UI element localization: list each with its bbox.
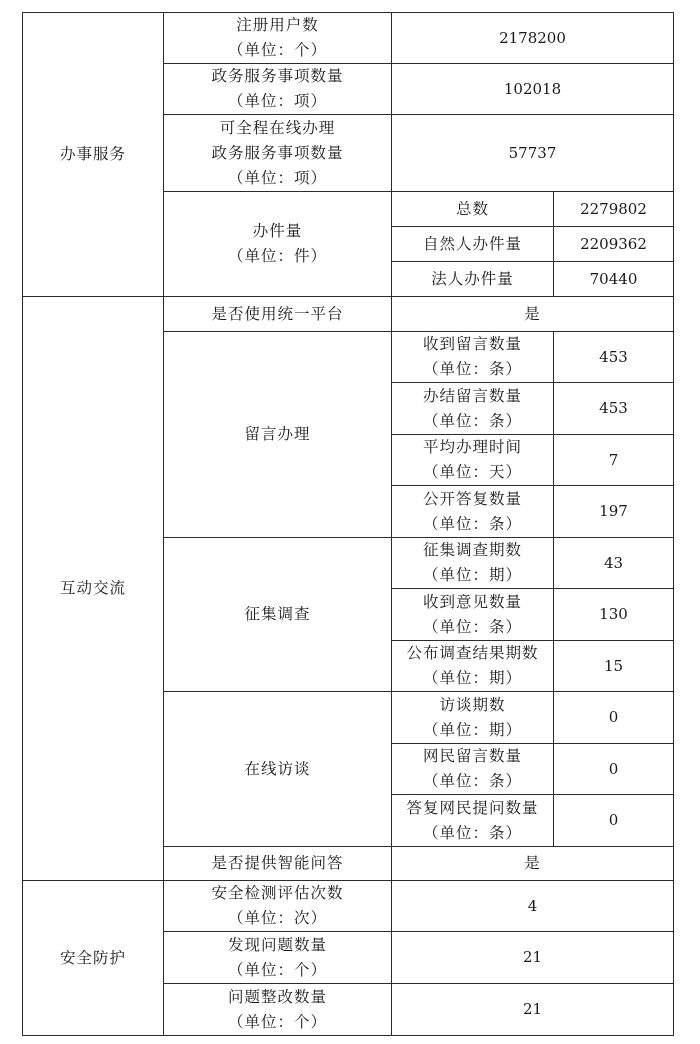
statistics-table bbox=[22, 12, 674, 1036]
security-checks-value: 4 bbox=[392, 881, 674, 932]
handled-label: 办件量 （单位：件） bbox=[164, 192, 392, 297]
category-service: 办事服务 bbox=[23, 13, 164, 297]
interview-messages-value: 0 bbox=[554, 744, 674, 795]
interview-replies-value: 0 bbox=[554, 795, 674, 847]
issues-found-value: 21 bbox=[392, 932, 674, 984]
messages-public-label: 公开答复数量 （单位：条） bbox=[392, 486, 554, 538]
interview-periods-label: 访谈期数 （单位：期） bbox=[392, 692, 554, 744]
interview-replies-label: 答复网民提问数量 （单位：条） bbox=[392, 795, 554, 847]
survey-periods-label: 征集调查期数 （单位：期） bbox=[392, 538, 554, 589]
messages-closed-label: 办结留言数量 （单位：条） bbox=[392, 383, 554, 435]
issues-found-label: 发现问题数量 （单位：个） bbox=[164, 932, 392, 984]
issues-fixed-label: 问题整改数量 （单位：个） bbox=[164, 984, 392, 1036]
survey-results-value: 15 bbox=[554, 641, 674, 692]
messages-public-value: 197 bbox=[554, 486, 674, 538]
messages-received-label: 收到留言数量 （单位：条） bbox=[392, 332, 554, 383]
messages-closed-value: 453 bbox=[554, 383, 674, 435]
online-items-value: 57737 bbox=[392, 115, 674, 192]
messages-avg-time-label: 平均办理时间 （单位：天） bbox=[392, 435, 554, 486]
handled-person-label: 自然人办件量 bbox=[392, 227, 554, 262]
registered-users-value: 2178200 bbox=[392, 13, 674, 64]
survey-opinions-label: 收到意见数量 （单位：条） bbox=[392, 589, 554, 641]
security-checks-label: 安全检测评估次数 （单位：次） bbox=[164, 881, 392, 932]
survey-opinions-value: 130 bbox=[554, 589, 674, 641]
interview-periods-value: 0 bbox=[554, 692, 674, 744]
smart-qa-value: 是 bbox=[392, 847, 674, 881]
handled-total-label: 总数 bbox=[392, 192, 554, 227]
category-interaction: 互动交流 bbox=[23, 297, 164, 881]
handled-legal-label: 法人办件量 bbox=[392, 262, 554, 297]
messages-received-value: 453 bbox=[554, 332, 674, 383]
unified-platform-value: 是 bbox=[392, 297, 674, 332]
service-items-label: 政务服务事项数量 （单位：项） bbox=[164, 64, 392, 115]
interview-messages-label: 网民留言数量 （单位：条） bbox=[392, 744, 554, 795]
handled-person-value: 2209362 bbox=[554, 227, 674, 262]
smart-qa-label: 是否提供智能问答 bbox=[164, 847, 392, 881]
service-items-value: 102018 bbox=[392, 64, 674, 115]
messages-avg-time-value: 7 bbox=[554, 435, 674, 486]
category-security: 安全防护 bbox=[23, 881, 164, 1036]
online-items-label: 可全程在线办理 政务服务事项数量 （单位：项） bbox=[164, 115, 392, 192]
table-row bbox=[23, 297, 674, 332]
survey-results-label: 公布调查结果期数 （单位：期） bbox=[392, 641, 554, 692]
table-row bbox=[23, 13, 674, 64]
survey-periods-value: 43 bbox=[554, 538, 674, 589]
survey-label: 征集调查 bbox=[164, 538, 392, 692]
interview-label: 在线访谈 bbox=[164, 692, 392, 847]
unified-platform-label: 是否使用统一平台 bbox=[164, 297, 392, 332]
handled-legal-value: 70440 bbox=[554, 262, 674, 297]
issues-fixed-value: 21 bbox=[392, 984, 674, 1036]
registered-users-label: 注册用户数 （单位：个） bbox=[164, 13, 392, 64]
handled-total-value: 2279802 bbox=[554, 192, 674, 227]
messages-label: 留言办理 bbox=[164, 332, 392, 538]
table-row bbox=[23, 881, 674, 932]
